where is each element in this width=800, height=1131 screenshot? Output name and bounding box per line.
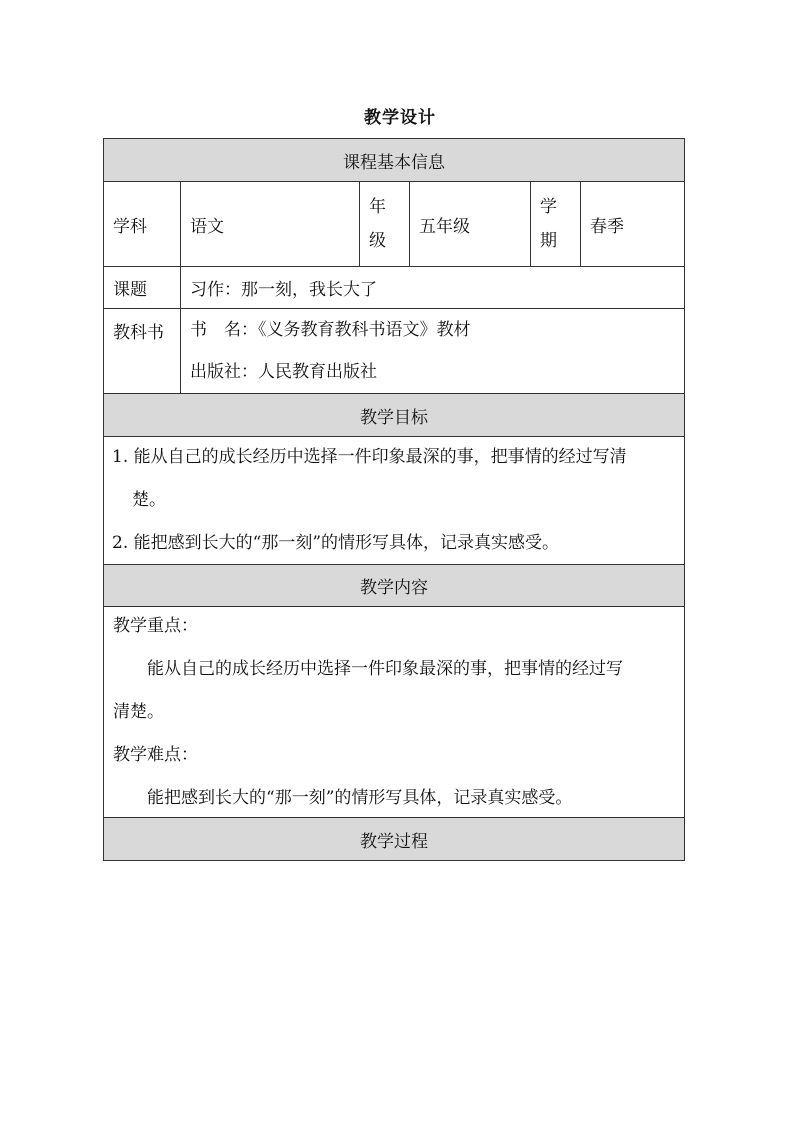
section-title: 教学过程 bbox=[360, 831, 428, 852]
content-body bbox=[104, 607, 684, 818]
document-title: 教学设计 bbox=[364, 108, 436, 128]
term-label bbox=[531, 182, 581, 266]
textbook-publisher: 出版社：人民教育出版社 bbox=[190, 362, 377, 382]
topic-label: 课题 bbox=[104, 267, 181, 308]
key-points-label: 教学重点： bbox=[113, 615, 198, 636]
term-label-char-2: 期 bbox=[540, 231, 557, 251]
topic-value: 习作：那一刻，我长大了 bbox=[190, 280, 377, 300]
grade-label-char-1: 年 bbox=[369, 197, 386, 217]
objective-1-line-2: 楚。 bbox=[132, 490, 166, 510]
term-value: 春季 bbox=[590, 216, 624, 237]
objectives-body bbox=[104, 437, 684, 565]
objective-item-1 bbox=[104, 436, 684, 522]
section-title: 课程基本信息 bbox=[343, 152, 445, 173]
section-header-basic-info bbox=[104, 139, 684, 182]
info-row-topic bbox=[104, 267, 684, 309]
textbook-label: 教科书 bbox=[104, 309, 181, 393]
difficult-points-label: 教学难点： bbox=[113, 744, 198, 765]
subject-value: 语文 bbox=[181, 182, 360, 266]
section-title: 教学目标 bbox=[360, 407, 428, 428]
grade-label-char-2: 级 bbox=[369, 231, 386, 251]
term-label-char-1: 学 bbox=[540, 197, 557, 217]
grade-label bbox=[360, 182, 410, 266]
textbook-name: 书 名：《义务教育教科书语文》教材 bbox=[190, 320, 471, 340]
difficult-points-text: 能把感到长大的“那一刻”的情形写具体，记录真实感受。 bbox=[147, 787, 573, 808]
section-header-content bbox=[104, 565, 684, 607]
info-row-textbook bbox=[104, 309, 684, 394]
textbook-details bbox=[181, 309, 684, 393]
grade-value: 五年级 bbox=[410, 182, 531, 266]
info-row-subject-grade-term bbox=[104, 182, 684, 267]
section-header-objectives bbox=[104, 394, 684, 437]
key-points-line-1: 能从自己的成长经历中选择一件印象最深的事，把事情的经过写 bbox=[147, 658, 623, 679]
key-points-line-2: 清楚。 bbox=[113, 701, 164, 722]
section-title: 教学内容 bbox=[360, 578, 428, 598]
lesson-plan-table bbox=[103, 138, 685, 861]
subject-label: 学科 bbox=[104, 182, 181, 266]
section-header-process bbox=[104, 818, 684, 860]
objective-item-2: 2. 能把感到长大的“那一刻”的情形写具体，记录真实感受。 bbox=[112, 533, 560, 553]
objective-1-line-1: 1. 能从自己的成长经历中选择一件印象最深的事，把事情的经过写清 bbox=[112, 447, 627, 467]
